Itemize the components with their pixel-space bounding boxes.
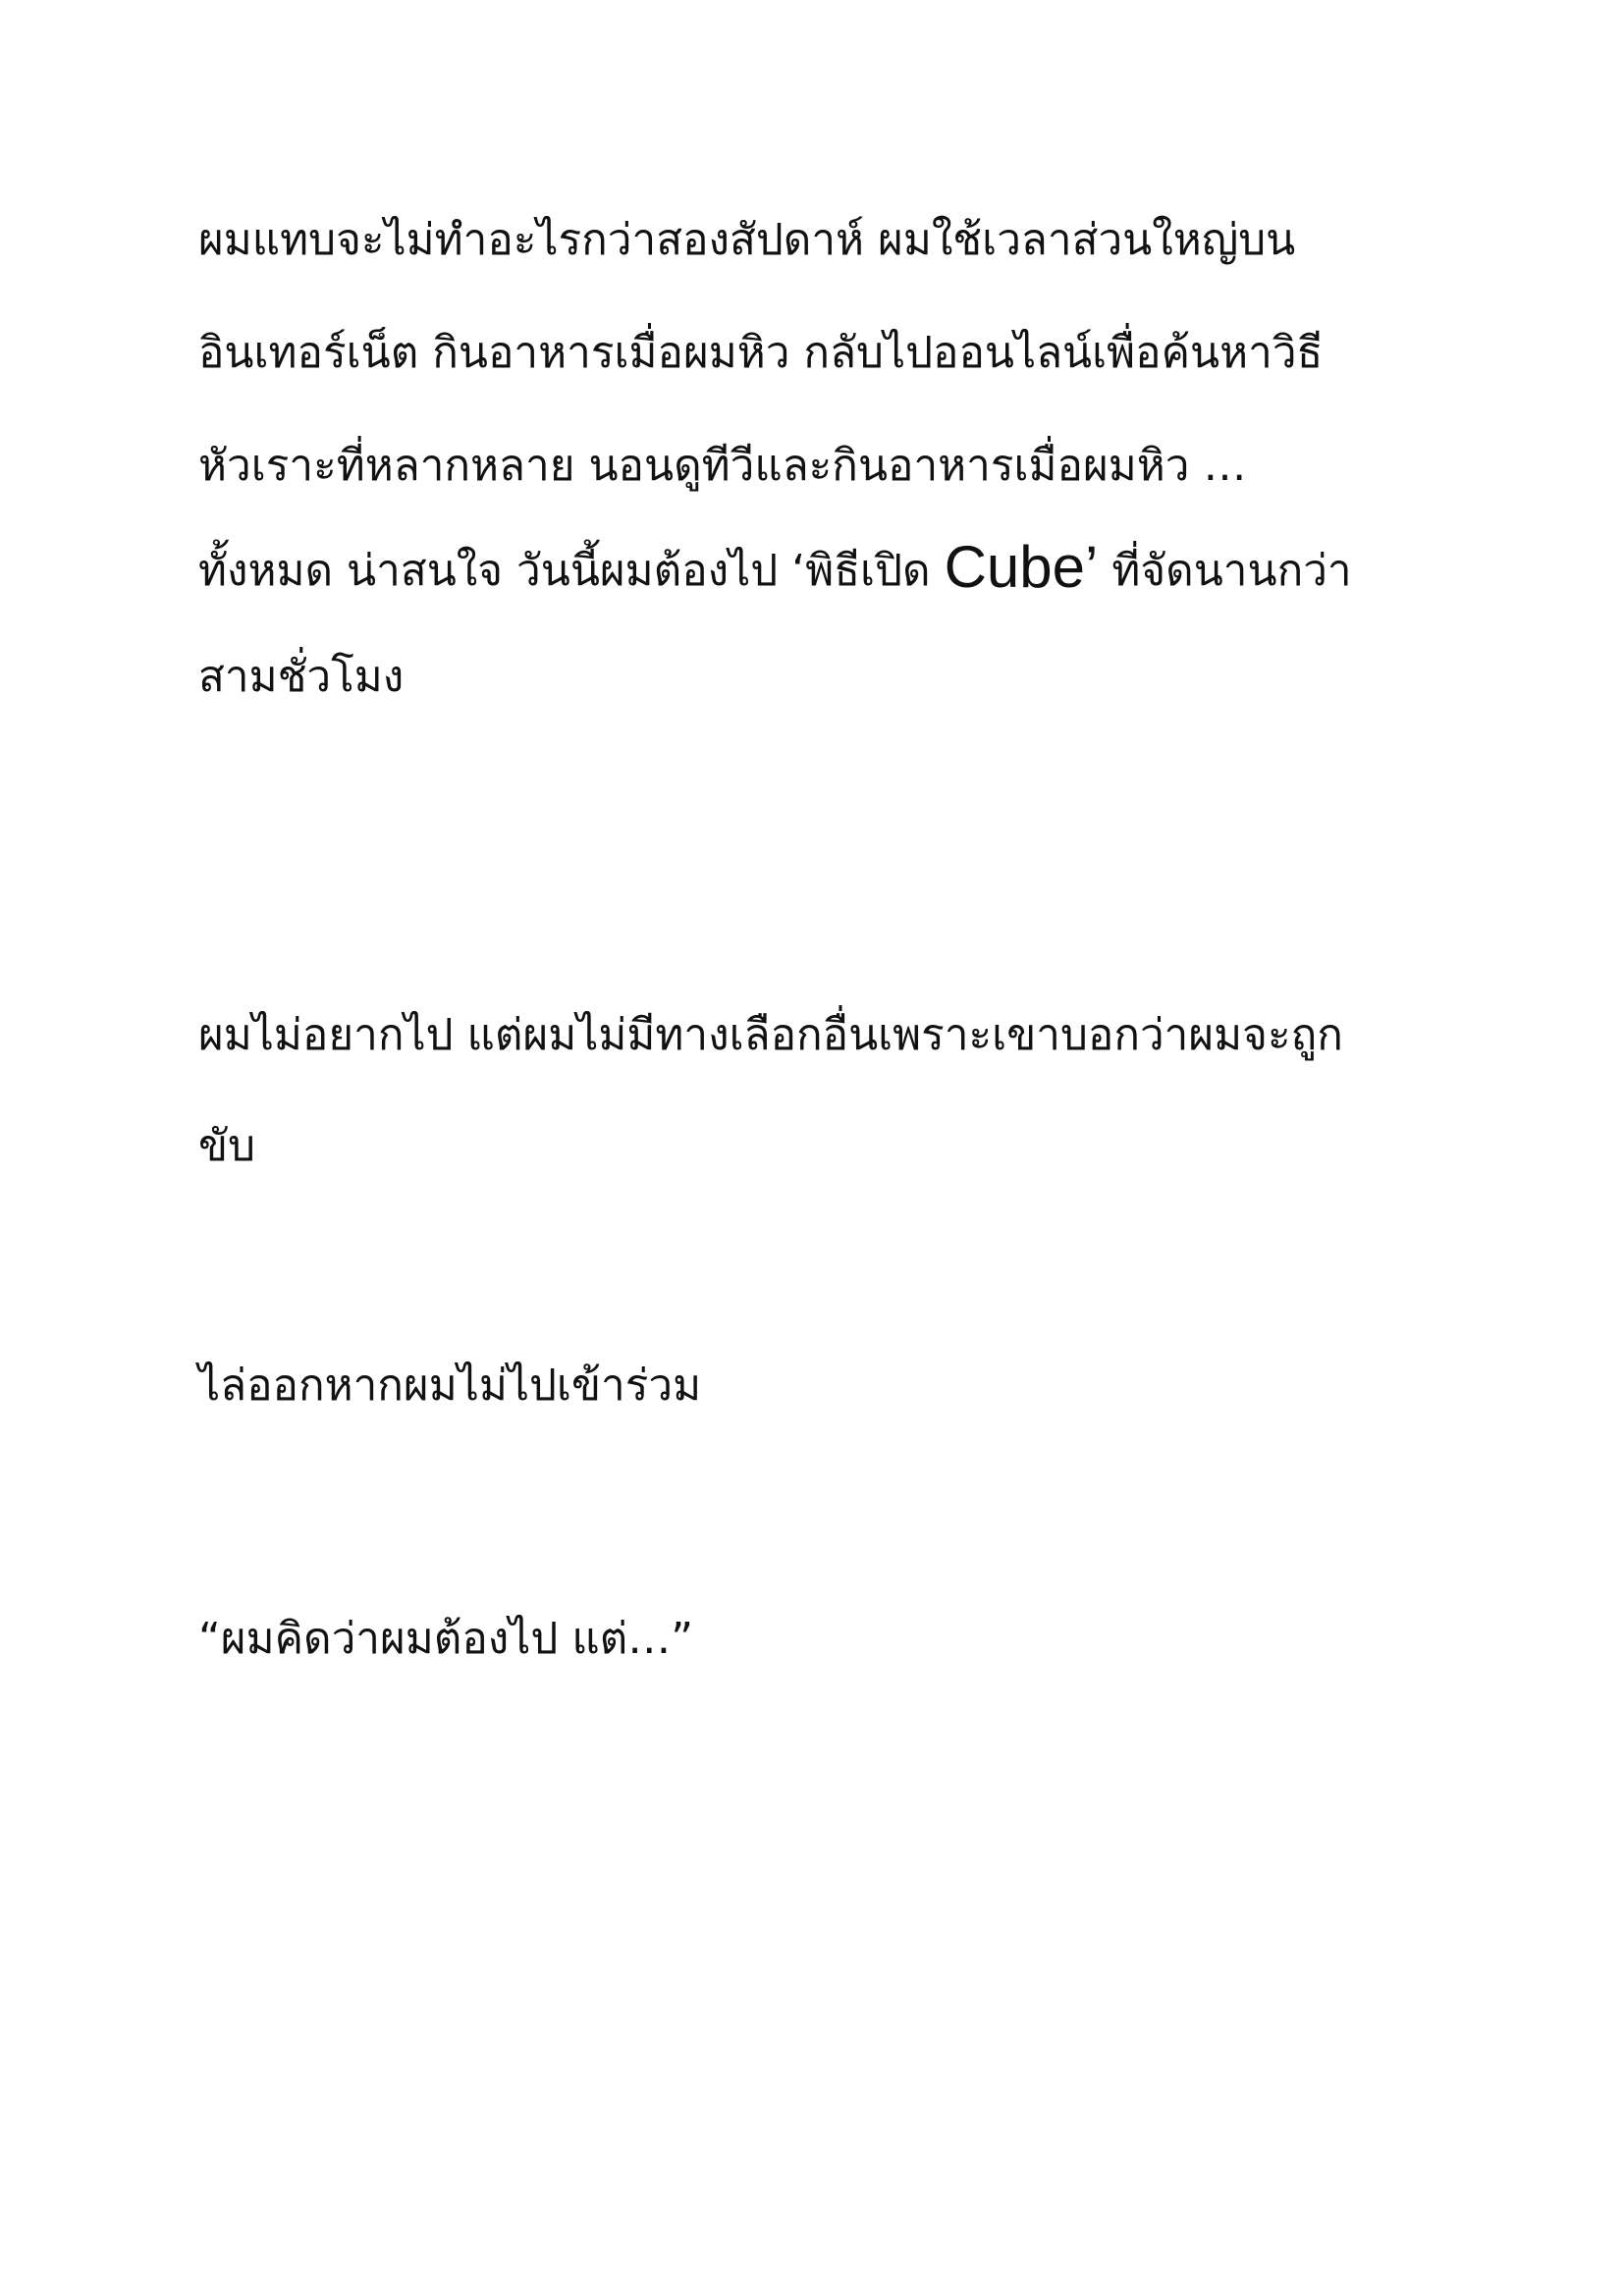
paragraph-2-line-2: ขับ	[198, 1121, 256, 1171]
paragraph-1-line-4-prefix: ทั้งหมด น่าสนใจ วันนี้ผมต้องไป ‘พิธีเปิด	[198, 546, 945, 596]
paragraph-1-line-2: อินเทอร์เน็ต กินอาหารเมื่อผมหิว กลับไปออนไลน์เพื่อค้นหาวิธี	[198, 328, 1324, 378]
paragraph-4: “ผมคิดว่าผมต้องไป แต่…”	[198, 1614, 694, 1664]
paragraph-3: ไล่ออกหากผมไม่ไปเข้าร่วม	[198, 1361, 702, 1411]
paragraph-2-line-1: ผมไม่อยากไป แต่ผมไม่มีทางเลือกอื่นเพราะเขาบอกว่าผมจะถูก	[198, 1010, 1343, 1060]
paragraph-1-line-3: หัวเราะที่หลากหลาย นอนดูทีวีและกินอาหารเมื่อผมหิว …	[198, 441, 1247, 491]
paragraph-1-line-1: ผมแทบจะไม่ทำอะไรกว่าสองสัปดาห์ ผมใช้เวลาส่วนใหญ่บน	[198, 215, 1296, 265]
paragraph-1-line-4-latin: Cube’	[944, 534, 1099, 600]
paragraph-1-line-4-suffix: ที่จัดนานกว่า	[1098, 546, 1352, 596]
paragraph-1-line-4	[198, 534, 1352, 601]
paragraph-1-line-5: สามชั่วโมง	[198, 652, 405, 702]
